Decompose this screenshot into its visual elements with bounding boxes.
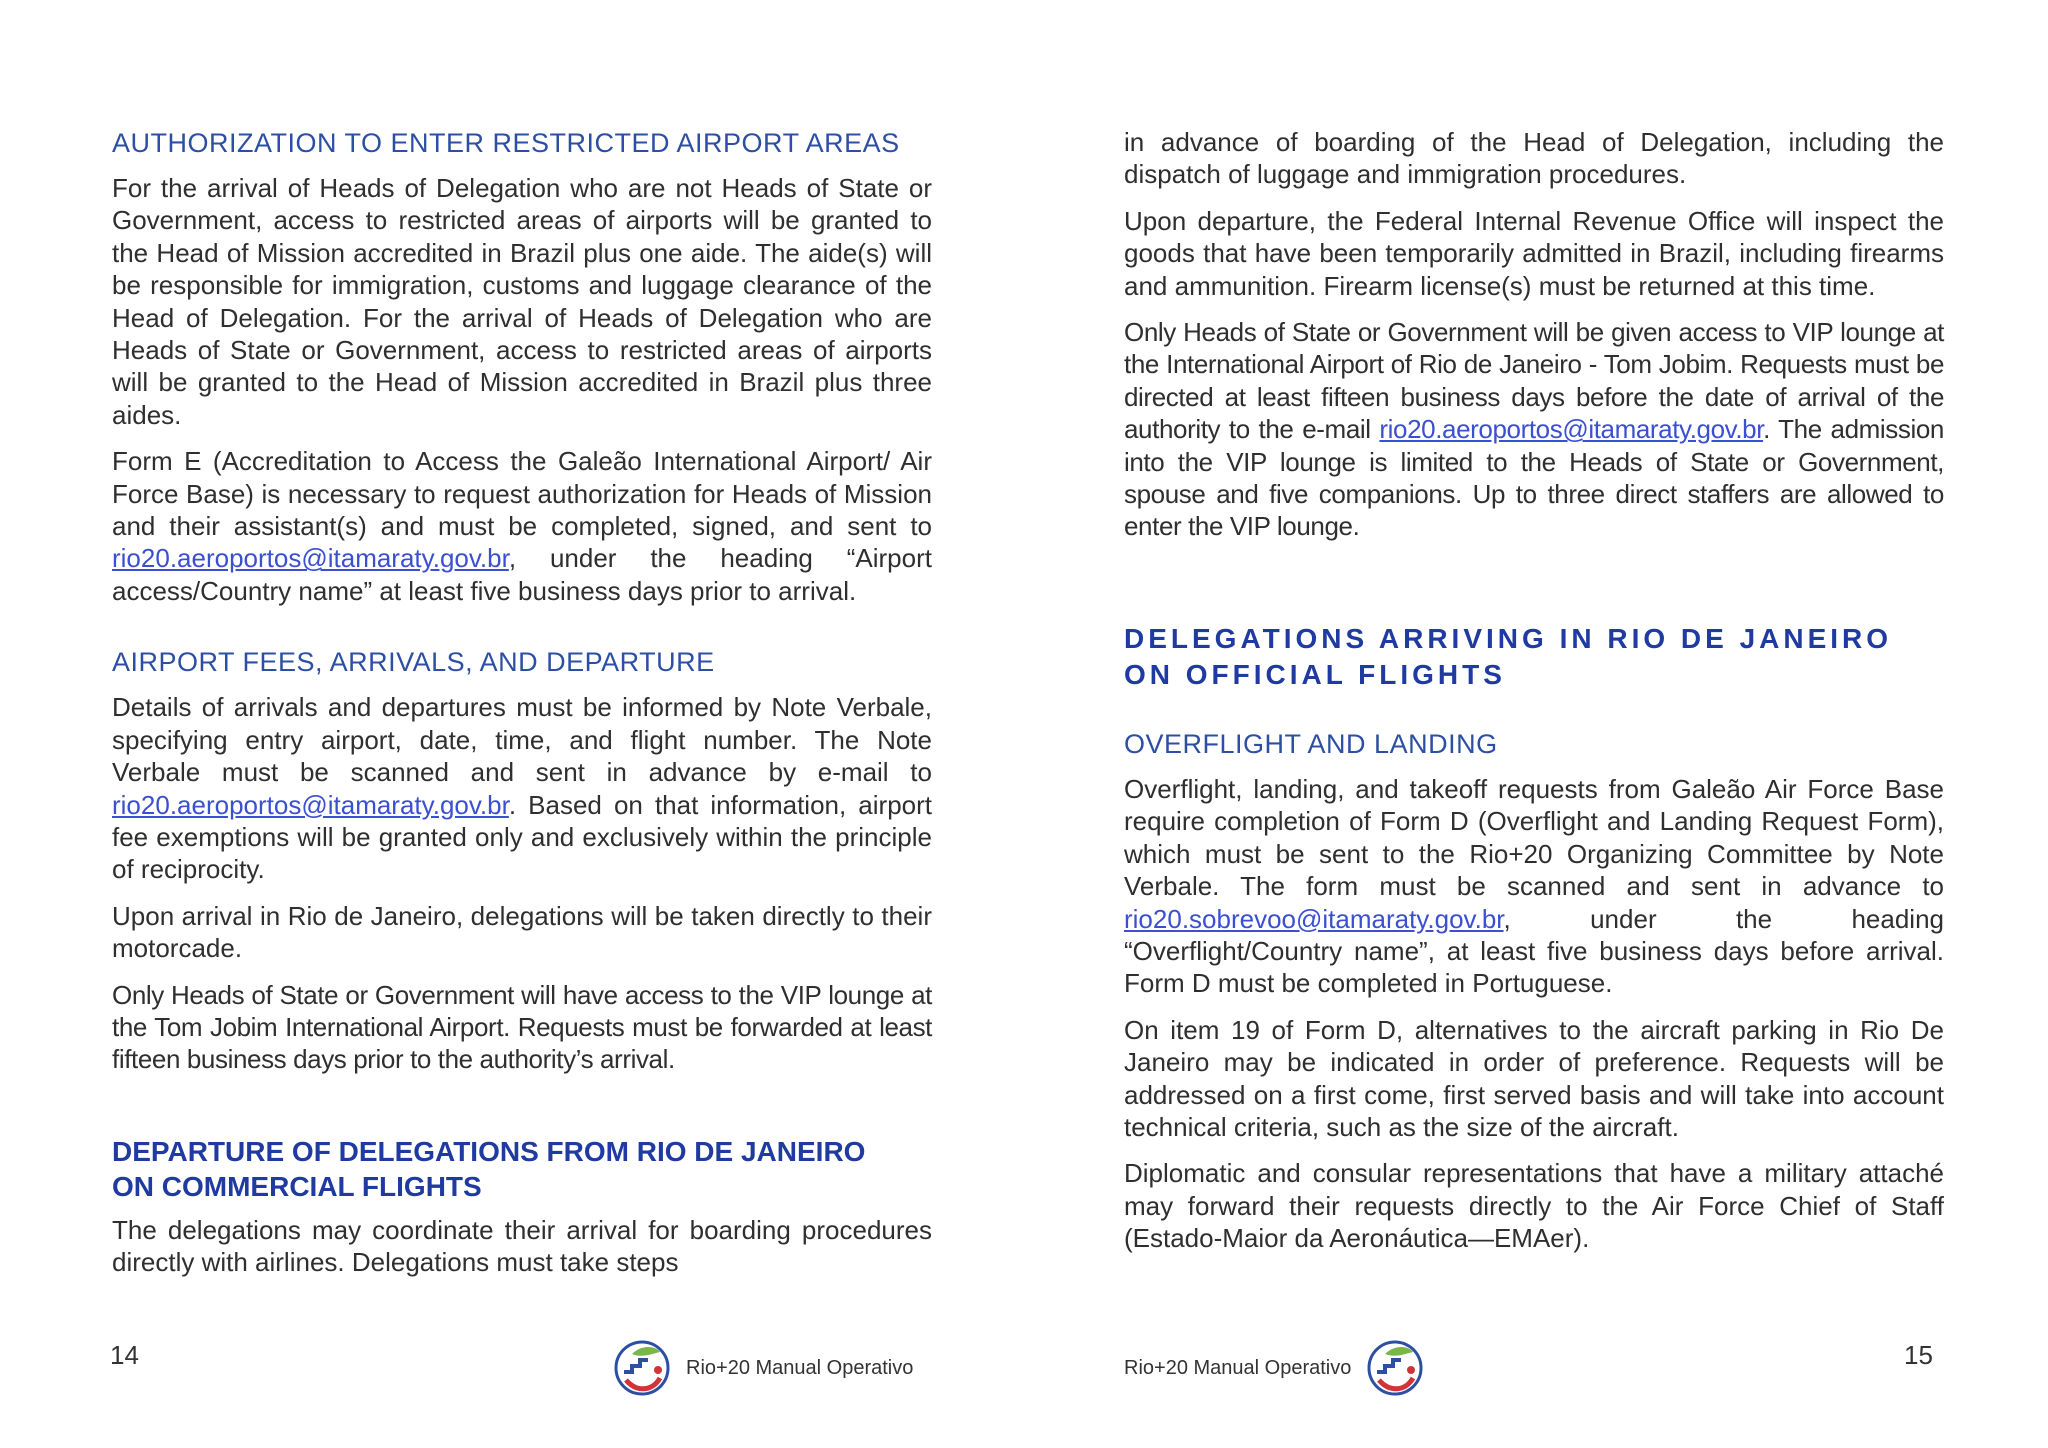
footer-label-right: Rio+20 Manual Operativo <box>1124 1356 1352 1379</box>
heading-departure-line1: DEPARTURE OF DELEGATIONS FROM RIO DE JANEIRO <box>112 1135 866 1167</box>
heading-overflight-landing: OVERFLIGHT AND LANDING <box>1124 728 1498 759</box>
paragraph-advance-boarding: in advance of boarding of the Head of Delegation, including the dispatch of luggage and immigration procedures. <box>1124 127 1944 190</box>
rio20-logo-icon <box>612 1338 672 1398</box>
heading-official-line2: ON OFFICIAL FLIGHTS <box>1124 658 1506 690</box>
heading-official-flights <box>1124 621 1944 693</box>
arrivals-text-before: Details of arrivals and departures must be informed by Note Verbale, specifying entry airport, date, time, and flight number. The Note Verbale must be scanned and sent in advance by e-mail to <box>112 692 932 788</box>
right-column <box>1124 126 1944 1269</box>
paragraph-vip-lounge-right <box>1124 316 1944 543</box>
paragraph-boarding-procedures: The delegations may coordinate their arrival for boarding procedures directly with airlines. Delegations must take steps <box>112 1214 932 1278</box>
heading-departure-line2: ON COMMERCIAL FLIGHTS <box>112 1170 482 1202</box>
form-e-text-after: , under the heading “Airport access/Country name” at least five business days prior to arrival. <box>112 543 932 606</box>
heading-official-line1: DELEGATIONS ARRIVING IN RIO DE JANEIRO <box>1124 622 1893 654</box>
paragraph-aircraft-parking: On item 19 of Form D, alternatives to the aircraft parking in Rio De Janeiro may be indicated in order of preference. Requests will be addressed on a first come, first served basis and will take into account technical criteria, such as the size of the aircraft. <box>1124 1014 1944 1142</box>
paragraph-military-attache: Diplomatic and consular representations that have a military attaché may forward their requests directly to the Air Force Chief of Staff (Estado-Maior da Aeronáutica—EMAer). <box>1124 1158 1944 1254</box>
email-link-aeroportos[interactable]: rio20.aeroportos@itamaraty.gov.br <box>112 543 509 574</box>
paragraph-restricted-areas-1: For the arrival of Heads of Delegation who are not Heads of State or Government, access to restricted areas of airports will be granted to the Head of Mission accredited in Brazil plus one aide. The aide(s) will be responsible for immigration, customs and luggage clearance of the Head of Delegation. For the arrival of Heads of Delegation who are Heads of State or Government, access to restricted areas of airports will be granted to the Head of Mission accredited in Brazil plus three aides. <box>112 173 932 430</box>
page-number-right: 15 <box>1904 1340 1933 1370</box>
footer-left <box>612 1338 913 1398</box>
vip-text-after: . The admission into the VIP lounge is limited to the Heads of State or Government, spouse and five companions. Up to three direct staffers are allowed to enter the VIP lounge. <box>1124 414 1944 542</box>
heading-airport-fees: AIRPORT FEES, ARRIVALS, AND DEPARTURE <box>112 647 715 678</box>
right-page <box>1024 0 2048 1448</box>
form-e-text-before: Form E (Accreditation to Access the Galeão International Airport/ Air Force Base) is necessary to request authorization for Heads of Mission and their assistant(s) and must be completed, signed, and sent to <box>112 446 932 542</box>
email-link-aeroportos-3[interactable]: rio20.aeroportos@itamaraty.gov.br <box>1379 414 1764 445</box>
paragraph-overflight-requests <box>1124 773 1944 1000</box>
paragraph-arrivals-departures <box>112 691 932 885</box>
arrivals-text-after: . Based on that information, airport fee exemptions will be granted only and exclusively within the principle of reciprocity. <box>112 789 932 885</box>
email-link-sobrevoo[interactable]: rio20.sobrevoo@itamaraty.gov.br <box>1124 903 1504 934</box>
page-number-left: 14 <box>110 1340 139 1370</box>
footer-right <box>1124 1338 1425 1398</box>
rio20-logo-icon <box>1365 1338 1425 1398</box>
left-column <box>112 126 932 1293</box>
vip-text-before: Only Heads of State or Government will be given access to VIP lounge at the International Airport of Rio de Janeiro - Tom Jobim. Requests must be directed at least fifteen business days before the date of arrival of the authority to the e-mail <box>1124 317 1944 445</box>
overflight-text-after: , under the heading “Overflight/Country name”, at least five business days before arrival. Form D must be completed in Portuguese. <box>1124 903 1944 999</box>
heading-departure-commercial <box>112 1134 932 1204</box>
email-link-aeroportos-2[interactable]: rio20.aeroportos@itamaraty.gov.br <box>112 789 509 820</box>
paragraph-form-e <box>112 445 932 607</box>
heading-restricted-areas: AUTHORIZATION TO ENTER RESTRICTED AIRPORT AREAS <box>112 128 900 158</box>
overflight-text-before: Overflight, landing, and takeoff requests from Galeão Air Force Base require completion of Form D (Overflight and Landing Request Form), which must be sent to the Rio+20 Organizing Committee by Note Verbale. The form must be scanned and sent in advance to <box>1124 773 1944 902</box>
paragraph-departure-inspection: Upon departure, the Federal Internal Revenue Office will inspect the goods that have been temporarily admitted in Brazil, including firearms and ammunition. Firearm license(s) must be returned at this time. <box>1124 205 1944 301</box>
paragraph-motorcade: Upon arrival in Rio de Janeiro, delegations will be taken directly to their motorcade. <box>112 900 932 964</box>
footer-label-left: Rio+20 Manual Operativo <box>686 1356 914 1379</box>
paragraph-vip-lounge-left: Only Heads of State or Government will have access to the VIP lounge at the Tom Jobim International Airport. Requests must be forwarded at least fifteen business days prior to the authority’s arrival. <box>112 979 932 1075</box>
